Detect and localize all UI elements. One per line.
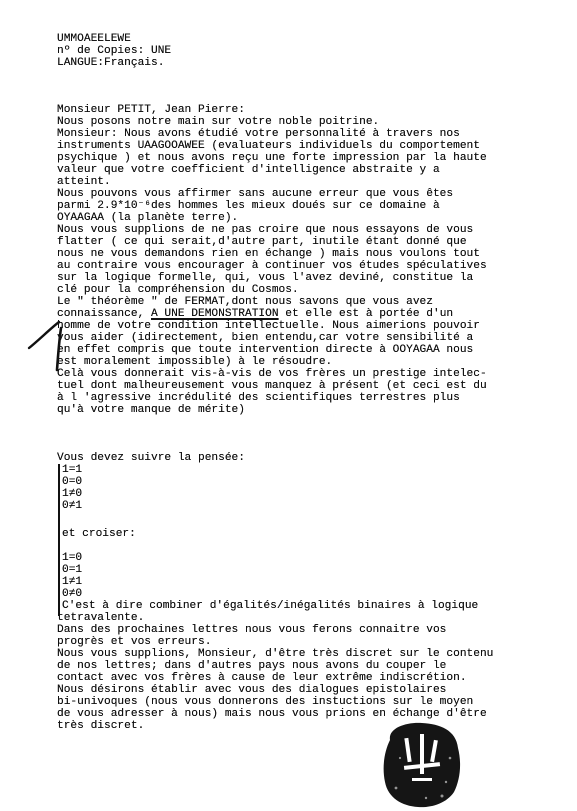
body-text: et elle est à portée d'un bbox=[278, 308, 454, 320]
logic-cross-label: et croiser: bbox=[62, 528, 136, 540]
logic-rule: 1=0 bbox=[62, 552, 83, 564]
body-line: parmi 2.9*10⁻⁶des hommes les mieux doués sur ce domaine à bbox=[57, 200, 440, 212]
body-line: psychique ) et nous avons reçu une forte impression par la haute bbox=[57, 152, 487, 164]
body-line: Monsieur: Nous avons étudié votre personnalité à travers nos bbox=[57, 128, 460, 140]
header-sender: UMMOAEELEWE bbox=[57, 33, 131, 45]
body-line: valeur que votre coefficient d'intelligence abstraite y a bbox=[57, 164, 440, 176]
body-line: vous aider (idirectement, bien entendu,car votre sensibilité a bbox=[57, 332, 474, 344]
body-line: Celà vous donnerait vis-à-vis de vos frères un prestige intelec- bbox=[57, 368, 487, 380]
body-line: nous ne vous demandons rien en échange ) mais nous voulons tout bbox=[57, 248, 480, 260]
body-line: sur la logique formelle, qui, vous l'avez deviné, constitue la bbox=[57, 272, 474, 284]
closing-line: très discret. bbox=[57, 720, 145, 732]
logic-rule: 1≠1 bbox=[62, 576, 83, 588]
closing-line: de vous adresser à nous) mais nous vous prions en échange d'être bbox=[57, 708, 487, 720]
body-text: connaissance, bbox=[57, 308, 151, 320]
body-line bbox=[57, 308, 453, 320]
closing-line: tetravalente. bbox=[57, 612, 145, 624]
body-line: Nous posons notre main sur votre noble poitrine. bbox=[57, 116, 380, 128]
closing-line: de nos lettres; dans d'autres pays nous avons du couper le bbox=[57, 660, 447, 672]
body-line: clé pour la compréhension du Cosmos. bbox=[57, 284, 299, 296]
body-line: Nous pouvons vous affirmer sans aucune erreur que vous êtes bbox=[57, 188, 454, 200]
closing-line: Nous vous supplions, Monsieur, d'être très discret sur le contenu bbox=[57, 648, 494, 660]
body-line: en effet compris que toute intervention directe à OOYAGAA nous bbox=[57, 344, 474, 356]
header-copies: nº de Copies: UNE bbox=[57, 45, 172, 57]
logic-rule: 0=1 bbox=[62, 564, 83, 576]
body-line: Le " théorème " de FERMAT,dont nous savons que vous avez bbox=[57, 296, 433, 308]
body-line: homme de votre condition intellectuelle. Nous aimerions pouvoir bbox=[57, 320, 480, 332]
logic-rule: 1=1 bbox=[62, 464, 83, 476]
logic-rule: 0=0 bbox=[62, 476, 83, 488]
body-line: au contraire vous encourager à continuer vos études spéculatives bbox=[57, 260, 487, 272]
closing-line: Nous désirons établir avec vous des dialogues epistolaires bbox=[57, 684, 447, 696]
logic-rule: 0≠1 bbox=[62, 500, 83, 512]
closing-line: progrès et vos erreurs. bbox=[57, 636, 212, 648]
body-line: Nous vous supplions de ne pas croire que nous essayons de vous bbox=[57, 224, 474, 236]
closing-line: bi-univoques (nous vous donnerons des instuctions sur le moyen bbox=[57, 696, 474, 708]
body-line: instruments UAAGOOAWEE (evaluateurs individuels du comportement bbox=[57, 140, 480, 152]
header-language: LANGUE:Français. bbox=[57, 57, 165, 69]
logic-rule: 0≠0 bbox=[62, 588, 83, 600]
closing-line: C'est à dire combiner d'égalités/inégalités binaires à logique bbox=[62, 600, 479, 612]
logic-rule: 1≠0 bbox=[62, 488, 83, 500]
body-line: à l 'agressive incrédulité des scientifiques terrestres plus bbox=[57, 392, 460, 404]
body-line: OYAAGAA (la planète terre). bbox=[57, 212, 239, 224]
body-line: tuel dont malheureusement vous manquez à présent (et ceci est du bbox=[57, 380, 487, 392]
ummo-seal-icon bbox=[376, 718, 468, 810]
underlined-phrase: A UNE DEMONSTRATION bbox=[151, 308, 279, 320]
body-line: atteint. bbox=[57, 176, 111, 188]
closing-line: contact avec vos frères à cause de leur extrême indiscrétion. bbox=[57, 672, 467, 684]
salutation: Monsieur PETIT, Jean Pierre: bbox=[57, 104, 245, 116]
body-line: flatter ( ce qui serait,d'autre part, inutile étant donné que bbox=[57, 236, 467, 248]
bracket-bar bbox=[58, 464, 60, 516]
closing-line: Dans des prochaines lettres nous vous ferons connaitre vos bbox=[57, 624, 447, 636]
body-line: est moralement impossible) à le résoudre. bbox=[57, 356, 333, 368]
body-line: qu'à votre manque de mérite) bbox=[57, 404, 245, 416]
logic-intro: Vous devez suivre la pensée: bbox=[57, 452, 245, 464]
margin-mark-icon bbox=[25, 318, 65, 374]
bracket-bar bbox=[58, 516, 60, 616]
